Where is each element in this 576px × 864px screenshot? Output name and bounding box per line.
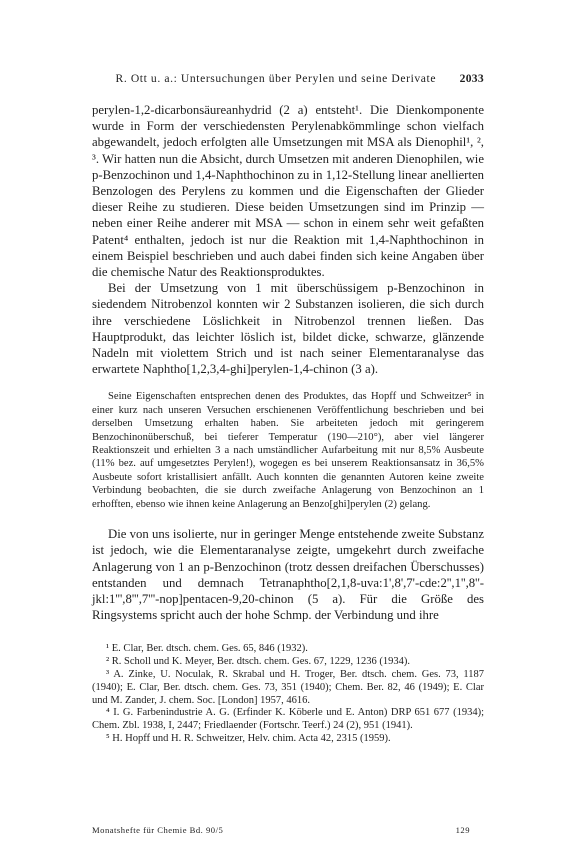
small-print-note bbox=[92, 390, 484, 511]
note-paragraph: Seine Eigenschaften entsprechen denen des Produktes, das Hopff und Schweitzer⁵ in einer kurz nach unseren Versuchen erschienenen Veröffentlichung beschrieben und bei derselben Umsetzung erhalten haben. Sie arbeiteten jedoch mit geringerem Benzochinonüberschuß, bei tieferer Temperatur (190—210°), aber viel längerer Reaktionszeit und erhielten 3 a nach umständlicher Aufarbeitung mit nur 8,5% Ausbeute (11% bez. auf umgesetztes Perylen!), wogegen es bei unserem Reaktionsansatz in 36,5% Ausbeute sofort kristallisiert anfällt. Auch konnten die genannten Autoren keine zweite Verbindung beobachten, die sie durch zweifache Anlagerung von Benzochinon an 1 erhofften, ebenso wie ihnen keine Anlagerung an Benzo[ghi]perylen (2) gelang. bbox=[92, 391, 484, 510]
footer-page-number: 129 bbox=[455, 825, 470, 835]
footnote: ² R. Scholl und K. Meyer, Ber. dtsch. chem. Ges. 67, 1229, 1236 (1934). bbox=[106, 656, 410, 668]
body-paragraph: perylen-1,2-dicarbonsäureanhydrid (2 a) entsteht¹. Die Dienkomponente wurde in Form der verschiedensten Perylenabkömmlinge schon vielfach abgewandelt, jedoch erfolgten alle Umsetzungen mit MSA als Dienophil¹, ², ³. Wir hatten nun die Absicht, durch Umsetzen mit anderen Dienophilen, wie p-Benzochinon und 1,4-Naphthochinon zu in 1,12-Stellung linear anellierten Benzologen des Perylens zu kommen und die Eigenschaften der Glieder dieser Reihe zu studieren. Diese beiden Umsetzungen sind im Prinzip — neben einer Reihe anderer mit MSA — schon in einem sehr weit gefaßten Patent⁴ enthalten, jedoch ist nur die Reaktion mit 1,4-Naphthochinon in einem Beispiel beschrieben und auch dabei finden sich keine Angaben über die chemische Natur des Reaktionsproduktes. bbox=[92, 103, 484, 280]
footnote: ³ A. Zinke, U. Noculak, R. Skrabal und H. Troger, Ber. dtsch. chem. Ges. 73, 1187 (1940); E. Clar, Ber. dtsch. chem. Ges. 73, 351 (1940); Chem. Ber. 82, 46 (1949); E. Clar und M. Zander, J. chem. Soc. [London] 1957, 4616. bbox=[92, 668, 484, 706]
footnote: ⁵ H. Hopff und H. R. Schweitzer, Helv. chim. Acta 42, 2315 (1959). bbox=[106, 732, 391, 744]
running-header bbox=[92, 72, 484, 85]
body-paragraph: Bei der Umsetzung von 1 mit überschüssigem p-Benzochinon in siedendem Nitrobenzol konnten wir 2 Substanzen isolieren, die sich durch ihre verschiedene Löslichkeit in Nitrobenzol trennen ließen. Das Hauptprodukt, das leichter löslich ist, bildet dicke, schwarze, glänzende Nadeln mit violettem Strich und ist nach seiner Elementaranalyse das erwartete Naphtho[1,2,3,4-ghi]perylen-1,4-chinon (3 a). bbox=[92, 281, 484, 377]
footnote: ⁴ I. G. Farbenindustrie A. G. (Erfinder K. Köberle und E. Anton) DRP 651 677 (1934); Chem. Zbl. 1938, I, 2447; Friedlaender (Fortschr. Teerf.) 24 (2), 951 (1941). bbox=[92, 707, 484, 732]
main-text bbox=[92, 102, 484, 377]
journal-name: Monatshefte für Chemie Bd. 90/5 bbox=[92, 825, 224, 835]
page-number: 2033 bbox=[459, 72, 484, 85]
body-paragraph: Die von uns isolierte, nur in geringer Menge entstehende zweite Substanz ist jedoch, wie die Elementaranalyse zeigte, umgekehrt durch zweifache Anlagerung von 1 an p-Benzochinon (trotz dessen dreifachen Überschusses) entstanden und demnach Tetranaphtho[2,1,8-uva:1',8',7'-cde:2'',1'',8''-jkl:1''',8''',7'''-nop]pentacen-9,20-chinon (5 a). Für die Größe des Ringsystems spricht auch der hohe Schmp. der Verbindung und ihre bbox=[92, 527, 484, 623]
footnotes bbox=[92, 643, 484, 745]
running-title: R. Ott u. a.: Untersuchungen über Perylen und seine Derivate bbox=[115, 72, 437, 85]
footnote: ¹ E. Clar, Ber. dtsch. chem. Ges. 65, 846 (1932). bbox=[106, 643, 308, 655]
page-footer bbox=[92, 825, 484, 835]
main-text-continued bbox=[92, 526, 484, 623]
